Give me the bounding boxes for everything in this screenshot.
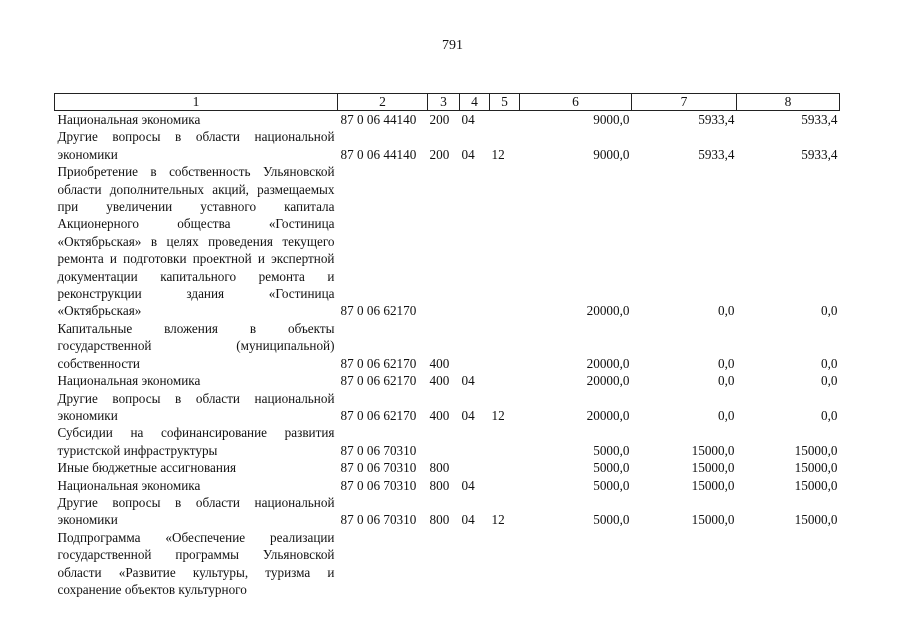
row-code-cell: 87 0 06 70310 xyxy=(340,460,417,476)
row-col3-cell: 800 xyxy=(429,512,450,528)
row-code-cell: 87 0 06 70310 xyxy=(340,477,417,493)
row-col4-cell xyxy=(460,529,490,599)
row-col4-cell: 04 xyxy=(461,373,475,389)
row-name-cell: Другие вопросы в области национальной экономики xyxy=(57,390,335,423)
table-body xyxy=(55,111,840,599)
row-col7-amount: 0,0 xyxy=(718,355,735,371)
table-row xyxy=(55,424,840,459)
table-header xyxy=(55,94,840,111)
row-col3-cell: 200 xyxy=(429,146,450,162)
column-header-1: 1 xyxy=(55,94,338,111)
row-col3-cell: 800 xyxy=(429,477,450,493)
row-col5-cell: 12 xyxy=(491,512,505,528)
row-col4-cell xyxy=(460,459,490,476)
row-col8-amount: 15000,0 xyxy=(794,442,838,458)
row-code-cell: 87 0 06 44140 xyxy=(340,146,417,162)
row-col5-cell xyxy=(490,459,520,476)
row-col7-amount: 5933,4 xyxy=(698,112,735,127)
row-code-cell: 87 0 06 62170 xyxy=(340,373,417,389)
table-row xyxy=(55,163,840,320)
row-col5-cell xyxy=(490,424,520,459)
row-col3-cell xyxy=(428,163,460,320)
row-col7-amount: 0,0 xyxy=(718,373,735,389)
row-col3-cell xyxy=(428,529,460,599)
row-name-cell: Иные бюджетные ассигнования xyxy=(57,460,237,476)
row-col5-cell xyxy=(490,529,520,599)
row-col3-cell: 400 xyxy=(429,373,450,389)
row-col4-cell: 04 xyxy=(461,112,475,127)
row-col7-amount: 5933,4 xyxy=(698,146,735,162)
row-code-cell xyxy=(338,529,428,599)
row-col3-cell: 200 xyxy=(429,112,450,127)
row-col4-cell: 04 xyxy=(461,407,475,423)
row-code-cell: 87 0 06 62170 xyxy=(340,355,417,371)
row-col3-cell: 400 xyxy=(429,355,450,371)
row-col3-cell: 400 xyxy=(429,407,450,423)
table-row xyxy=(55,390,840,425)
row-col8-amount xyxy=(737,529,840,599)
row-col8-amount: 0,0 xyxy=(821,355,838,371)
row-col5-cell: 12 xyxy=(491,146,505,162)
row-col6-amount: 20000,0 xyxy=(586,407,630,423)
row-name-cell: Национальная экономика xyxy=(57,112,201,127)
row-col5-cell xyxy=(490,372,520,389)
table-row xyxy=(55,372,840,389)
row-code-cell: 87 0 06 62170 xyxy=(340,407,417,423)
row-col6-amount: 9000,0 xyxy=(593,146,630,162)
table-row xyxy=(55,111,840,129)
row-col8-amount: 0,0 xyxy=(821,303,838,319)
row-col3-cell: 800 xyxy=(429,460,450,476)
row-name-cell: Другие вопросы в области национальной экономики xyxy=(57,494,335,528)
row-name-cell: Другие вопросы в области национальной экономики xyxy=(57,129,335,162)
row-col8-amount: 0,0 xyxy=(821,373,838,389)
row-col6-amount: 5000,0 xyxy=(593,442,630,458)
page-number: 791 xyxy=(442,38,463,53)
row-col7-amount: 15000,0 xyxy=(691,460,735,476)
row-col6-amount: 5000,0 xyxy=(593,460,630,476)
table-row xyxy=(55,128,840,163)
column-header-6: 6 xyxy=(520,94,632,111)
table-row xyxy=(55,320,840,372)
row-col7-amount xyxy=(632,529,737,599)
column-header-8: 8 xyxy=(737,94,840,111)
row-col8-amount: 5933,4 xyxy=(801,112,838,127)
row-col8-amount: 15000,0 xyxy=(794,460,838,476)
row-col8-amount: 15000,0 xyxy=(794,512,838,528)
row-col7-amount: 15000,0 xyxy=(691,477,735,493)
row-col6-amount: 5000,0 xyxy=(593,512,630,528)
budget-table xyxy=(54,93,840,598)
row-col5-cell xyxy=(490,320,520,372)
row-col6-amount: 5000,0 xyxy=(593,477,630,493)
row-col7-amount: 15000,0 xyxy=(691,512,735,528)
column-header-2: 2 xyxy=(338,94,428,111)
table-row xyxy=(55,529,840,599)
table-row xyxy=(55,494,840,529)
row-col7-amount: 0,0 xyxy=(718,303,735,319)
row-col6-amount: 20000,0 xyxy=(586,373,630,389)
column-header-5: 5 xyxy=(490,94,520,111)
row-name-cell: Подпрограмма «Обеспечение реализации государственной программы Ульяновской области «Развитие культуры, туризма и сохранение объектов культурного xyxy=(57,529,335,597)
row-col6-amount: 9000,0 xyxy=(593,112,630,127)
row-name-cell: Капитальные вложения в объекты государственной (муниципальной) собственности xyxy=(57,320,335,371)
row-col5-cell xyxy=(490,163,520,320)
row-col4-cell xyxy=(460,424,490,459)
row-code-cell: 87 0 06 70310 xyxy=(340,442,417,458)
row-name-cell: Национальная экономика xyxy=(57,477,201,493)
row-code-cell: 87 0 06 70310 xyxy=(340,512,417,528)
row-col4-cell: 04 xyxy=(461,512,475,528)
row-col3-cell xyxy=(428,424,460,459)
header-row xyxy=(55,94,840,111)
column-header-7: 7 xyxy=(632,94,737,111)
row-col6-amount xyxy=(520,529,632,599)
row-col4-cell xyxy=(460,320,490,372)
row-col5-cell xyxy=(490,477,520,494)
row-col5-cell: 12 xyxy=(491,407,505,423)
row-col4-cell xyxy=(460,163,490,320)
row-col6-amount: 20000,0 xyxy=(586,303,630,319)
table-row xyxy=(55,477,840,494)
table-row xyxy=(55,459,840,476)
row-col6-amount: 20000,0 xyxy=(586,355,630,371)
column-header-3: 3 xyxy=(428,94,460,111)
row-name-cell: Национальная экономика xyxy=(57,373,201,389)
row-code-cell: 87 0 06 62170 xyxy=(340,303,417,319)
row-col4-cell: 04 xyxy=(461,146,475,162)
row-col8-amount: 5933,4 xyxy=(801,146,838,162)
row-name-cell: Субсидии на софинансирование развития туристской инфраструктуры xyxy=(57,425,335,458)
row-col7-amount: 15000,0 xyxy=(691,442,735,458)
row-col4-cell: 04 xyxy=(461,477,475,493)
row-col5-cell xyxy=(490,111,520,129)
row-code-cell: 87 0 06 44140 xyxy=(340,112,417,127)
row-col7-amount: 0,0 xyxy=(718,407,735,423)
column-header-4: 4 xyxy=(460,94,490,111)
row-col8-amount: 0,0 xyxy=(821,407,838,423)
row-col8-amount: 15000,0 xyxy=(794,477,838,493)
row-name-cell: Приобретение в собственность Ульяновской области дополнительных акций, размещаемых при увеличении уставного капитала Акционерного общества «Гостиница «Октябрьская» в целях проведения текущего ремонта и подготовки проектной и экспертной документации капитального ремонта и реконструкции здания «Гостиница «Октябрьская» xyxy=(57,164,335,319)
